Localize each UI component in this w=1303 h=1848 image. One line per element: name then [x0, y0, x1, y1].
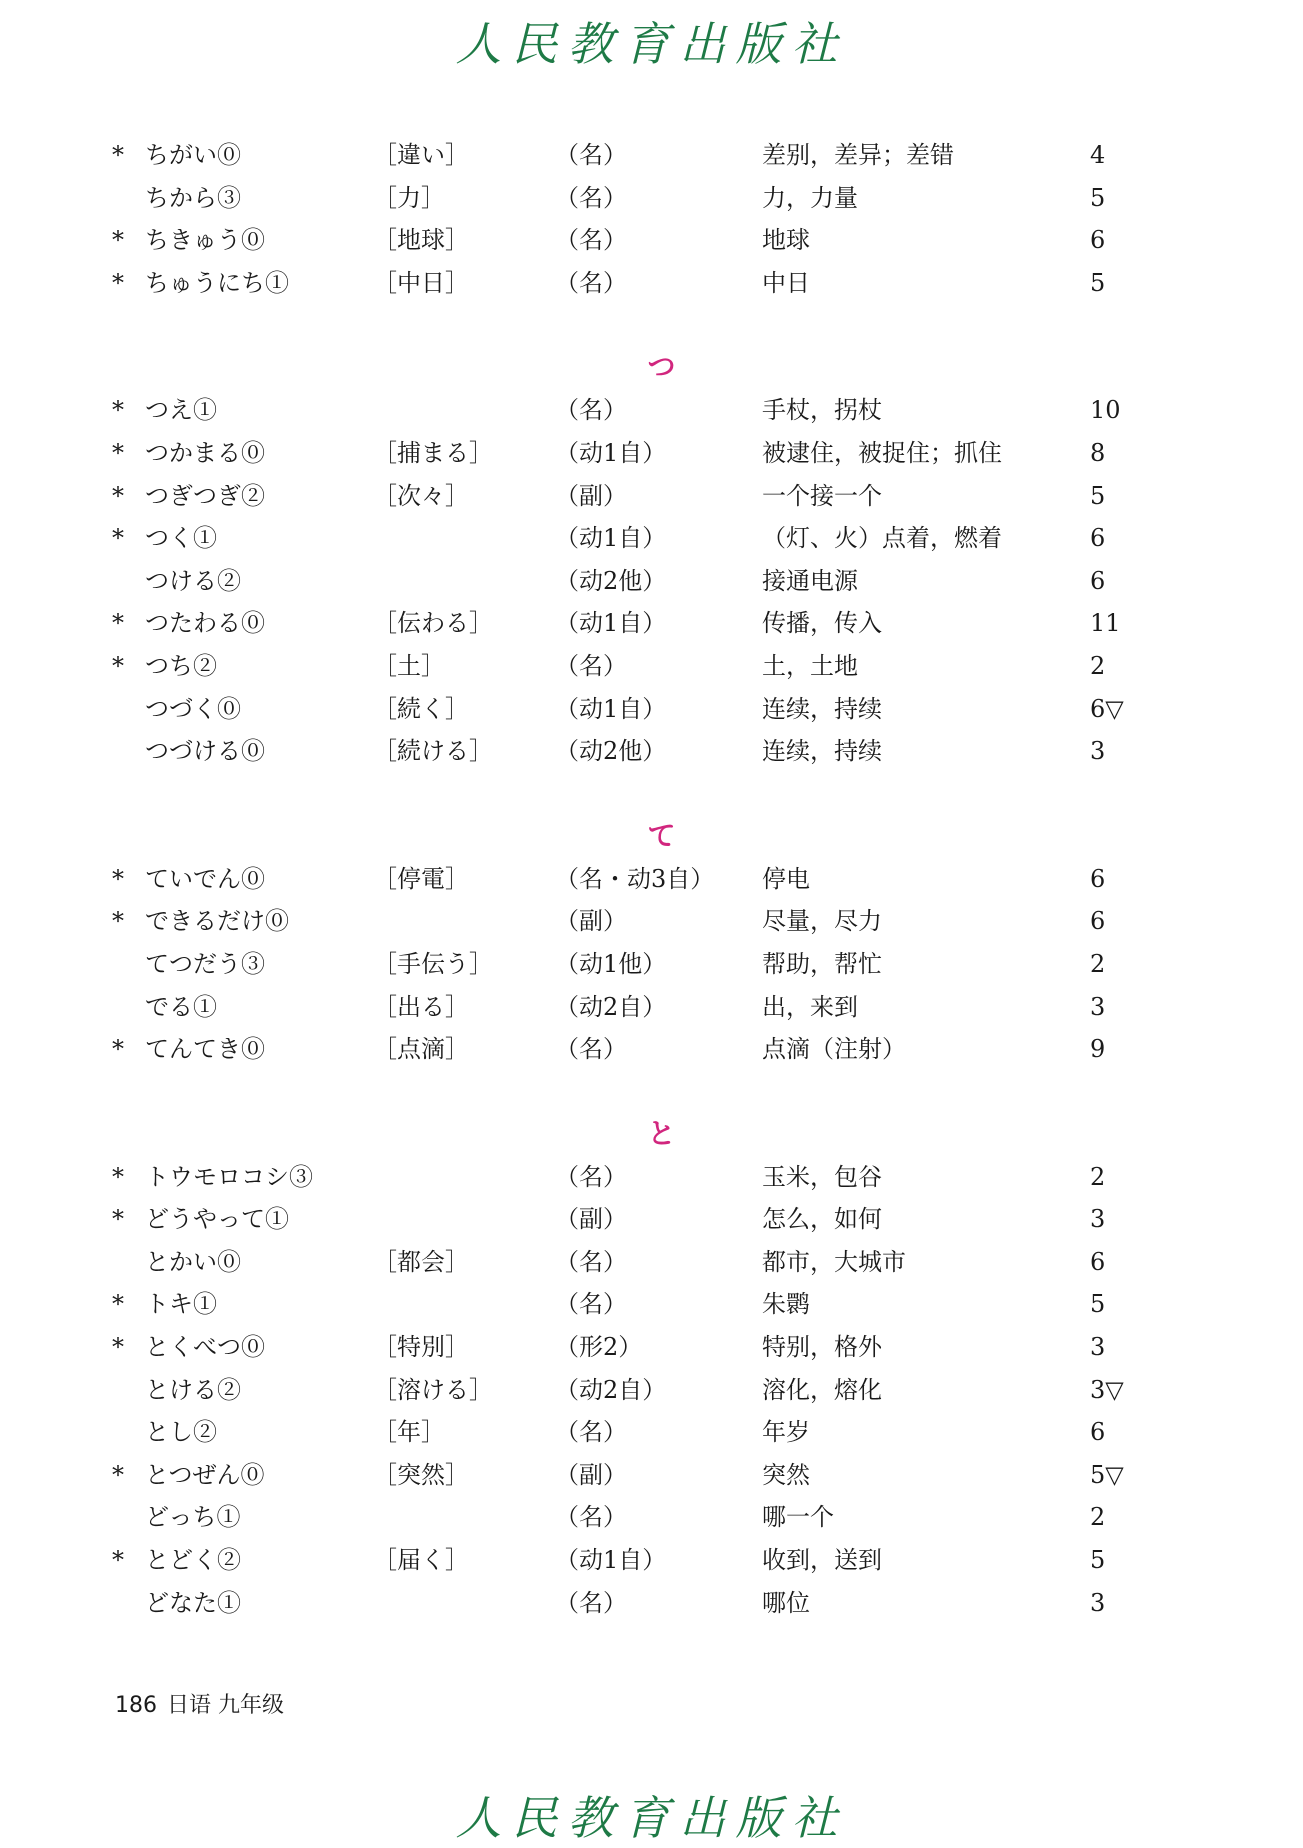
section-header: と [647, 1116, 676, 1150]
entry-meaning: （灯、火）点着，燃着 [762, 524, 1002, 553]
vocab-entry [0, 1241, 1303, 1284]
entry-word: ちきゅう⓪ [145, 226, 265, 255]
entry-star: * [112, 438, 124, 467]
entry-meaning: 溶化，熔化 [762, 1375, 882, 1404]
publisher-logo-bottom: 人民教育出版社 [455, 1791, 848, 1845]
entry-meaning: 怎么，如何 [762, 1205, 882, 1234]
entry-lesson: 6 [1090, 1247, 1106, 1276]
entry-word: とかい⓪ [145, 1247, 241, 1276]
vocab-entry [0, 1283, 1303, 1326]
vocab-entry [0, 177, 1303, 220]
entry-pos: （名） [555, 396, 627, 425]
entry-kanji: ［力］ [373, 183, 445, 212]
entry-star: * [112, 1205, 124, 1234]
entry-star: * [112, 651, 124, 680]
entry-lesson: 9 [1090, 1035, 1106, 1064]
entry-lesson: 5 [1090, 268, 1106, 297]
entry-pos: （副） [555, 907, 627, 936]
section-header: て [647, 818, 676, 852]
entry-kanji: ［伝わる］ [373, 609, 493, 638]
vocab-entry [0, 219, 1303, 262]
entry-word: つかまる⓪ [145, 438, 265, 467]
entry-meaning: 尽量，尽力 [762, 907, 882, 936]
entry-pos: （名・动3自） [555, 864, 715, 893]
entry-meaning: 被逮住，被捉住；抓住 [762, 438, 1002, 467]
entry-kanji: ［地球］ [373, 226, 469, 255]
entry-lesson: 6 [1090, 226, 1106, 255]
vocab-entry [0, 900, 1303, 943]
vocab-entry [0, 645, 1303, 688]
entry-kanji: ［手伝う］ [373, 949, 493, 978]
entry-pos: （动1自） [555, 524, 667, 553]
entry-kanji: ［届く］ [373, 1546, 469, 1575]
entry-kanji: ［続く］ [373, 694, 469, 723]
entry-lesson: 5▽ [1090, 1460, 1124, 1489]
entry-meaning: 传播，传入 [762, 609, 882, 638]
entry-kanji: ［中日］ [373, 268, 469, 297]
entry-star: * [112, 226, 124, 255]
entry-word: とし② [145, 1418, 217, 1447]
section-gap [0, 304, 1303, 345]
vocab-entry [0, 602, 1303, 645]
entry-lesson: 6▽ [1090, 694, 1124, 723]
entry-pos: （副） [555, 1205, 627, 1234]
entry-pos: （动1他） [555, 949, 667, 978]
entry-pos: （动1自） [555, 1546, 667, 1575]
entry-star: * [112, 1162, 124, 1191]
entry-pos: （名） [555, 183, 627, 212]
entry-lesson: 3▽ [1090, 1375, 1124, 1404]
entry-star: * [112, 907, 124, 936]
entry-pos: （动2自） [555, 1375, 667, 1404]
entry-star: * [112, 481, 124, 510]
section-gap [0, 773, 1303, 814]
entry-word: ていでん⓪ [145, 864, 265, 893]
entry-meaning: 一个接一个 [762, 481, 882, 510]
entry-star: * [112, 1035, 124, 1064]
entry-lesson: 8 [1090, 438, 1106, 467]
entry-meaning: 哪一个 [762, 1503, 834, 1532]
entry-lesson: 2 [1090, 949, 1106, 978]
entry-word: とくべつ⓪ [145, 1333, 265, 1362]
entry-lesson: 3 [1090, 1588, 1106, 1617]
entry-word: つち② [145, 651, 217, 680]
entry-lesson: 6 [1090, 524, 1106, 553]
entry-pos: （名） [555, 1503, 627, 1532]
book-title: 日语 九年级 [167, 1693, 284, 1718]
entry-meaning: 手杖，拐杖 [762, 396, 882, 425]
entry-word: つける② [145, 566, 241, 595]
entry-pos: （名） [555, 1290, 627, 1319]
entry-pos: （动1自） [555, 694, 667, 723]
entry-star: * [112, 609, 124, 638]
section-gap [0, 1071, 1303, 1112]
entry-word: ちゅうにち① [145, 268, 289, 297]
entry-meaning: 玉米，包谷 [762, 1162, 882, 1191]
vocab-entry [0, 1198, 1303, 1241]
entry-pos: （名） [555, 268, 627, 297]
entry-meaning: 接通电源 [762, 566, 858, 595]
entry-kanji: ［捕まる］ [373, 438, 493, 467]
entry-kanji: ［続ける］ [373, 737, 493, 766]
entry-pos: （动2他） [555, 566, 667, 595]
entry-lesson: 3 [1090, 1205, 1106, 1234]
entry-meaning: 年岁 [762, 1418, 810, 1447]
vocab-entry [0, 262, 1303, 305]
vocab-entry [0, 560, 1303, 603]
vocab-entry [0, 1326, 1303, 1369]
page-footer [115, 1688, 284, 1719]
section-header: つ [647, 350, 676, 384]
entry-lesson: 6 [1090, 907, 1106, 936]
entry-pos: （名） [555, 1588, 627, 1617]
vocab-entry [0, 1582, 1303, 1625]
entry-word: つく① [145, 524, 217, 553]
entry-word: どなた① [145, 1588, 241, 1617]
vocab-entry [0, 943, 1303, 986]
vocab-entry [0, 1028, 1303, 1071]
entry-lesson: 10 [1090, 396, 1121, 425]
entry-lesson: 6 [1090, 864, 1106, 893]
entry-meaning: 差别，差异；差错 [762, 141, 954, 169]
entry-star: * [112, 141, 124, 169]
entry-meaning: 收到，送到 [762, 1546, 882, 1575]
entry-lesson: 5 [1090, 1290, 1106, 1319]
entry-kanji: ［違い］ [373, 141, 469, 169]
entry-meaning: 停电 [762, 864, 810, 893]
entry-kanji: ［点滴］ [373, 1035, 469, 1064]
entry-meaning: 中日 [762, 268, 810, 297]
entry-kanji: ［土］ [373, 651, 445, 680]
entry-lesson: 3 [1090, 992, 1106, 1021]
entry-word: つぎつぎ② [145, 481, 265, 510]
entry-meaning: 点滴（注射） [762, 1035, 906, 1064]
entry-word: てんてき⓪ [145, 1035, 265, 1064]
entry-word: つたわる⓪ [145, 609, 265, 638]
page-number: 186 [115, 1693, 157, 1718]
entry-lesson: 3 [1090, 1333, 1106, 1362]
entry-word: ちがい⓪ [145, 141, 241, 169]
entry-meaning: 力，力量 [762, 183, 858, 212]
entry-pos: （名） [555, 1162, 627, 1191]
entry-word: どっち① [145, 1503, 241, 1532]
vocab-entry [0, 1454, 1303, 1497]
entry-star: * [112, 524, 124, 553]
entry-word: トウモロコシ③ [145, 1162, 313, 1191]
entry-word: つえ① [145, 396, 217, 425]
vocab-entry [0, 1496, 1303, 1539]
vocab-entry [0, 1369, 1303, 1412]
entry-kanji: ［出る］ [373, 992, 469, 1021]
entry-meaning: 土，土地 [762, 651, 858, 680]
entry-kanji: ［都会］ [373, 1247, 469, 1276]
entry-word: とどく② [145, 1546, 241, 1575]
entry-word: とける② [145, 1375, 241, 1404]
entry-word: てつだう③ [145, 949, 265, 978]
entry-word: つづける⓪ [145, 737, 265, 766]
entry-lesson: 4 [1090, 141, 1106, 169]
vocab-entry [0, 1156, 1303, 1199]
entry-lesson: 2 [1090, 1503, 1106, 1532]
publisher-logo-top: 人民教育出版社 [455, 17, 848, 71]
vocab-entry [0, 432, 1303, 475]
entry-kanji: ［停電］ [373, 864, 469, 893]
vocab-entry [0, 858, 1303, 901]
entry-meaning: 连续，持续 [762, 694, 882, 723]
vocab-entry [0, 1411, 1303, 1454]
entry-meaning: 出，来到 [762, 992, 858, 1021]
entry-star: * [112, 1460, 124, 1489]
entry-kanji: ［年］ [373, 1418, 445, 1447]
vocab-entry [0, 475, 1303, 518]
entry-meaning: 特别，格外 [762, 1333, 882, 1362]
entry-kanji: ［特別］ [373, 1333, 469, 1362]
entry-pos: （形2） [555, 1333, 643, 1362]
vocab-entry [0, 986, 1303, 1029]
entry-star: * [112, 1546, 124, 1575]
entry-meaning: 哪位 [762, 1588, 810, 1617]
entry-pos: （动2他） [555, 737, 667, 766]
entry-pos: （动1自） [555, 609, 667, 638]
entry-kanji: ［突然］ [373, 1460, 469, 1489]
entry-lesson: 3 [1090, 737, 1106, 766]
entry-meaning: 连续，持续 [762, 737, 882, 766]
entry-word: とつぜん⓪ [145, 1460, 265, 1489]
entry-pos: （名） [555, 1247, 627, 1276]
vocab-entry [0, 389, 1303, 432]
entry-pos: （动1自） [555, 438, 667, 467]
entry-lesson: 5 [1090, 481, 1106, 510]
entry-pos: （副） [555, 481, 627, 510]
entry-lesson: 6 [1090, 1418, 1106, 1447]
entry-pos: （动2自） [555, 992, 667, 1021]
entry-star: * [112, 1333, 124, 1362]
entry-pos: （副） [555, 1460, 627, 1489]
vocabulary-list [0, 134, 1303, 1624]
entry-pos: （名） [555, 1418, 627, 1447]
entry-word: ちから③ [145, 183, 241, 212]
entry-star: * [112, 864, 124, 893]
entry-lesson: 2 [1090, 1162, 1106, 1191]
entry-pos: （名） [555, 226, 627, 255]
entry-pos: （名） [555, 1035, 627, 1064]
entry-kanji: ［溶ける］ [373, 1375, 493, 1404]
entry-star: * [112, 396, 124, 425]
entry-lesson: 11 [1090, 609, 1121, 638]
vocab-entry [0, 134, 1303, 177]
entry-kanji: ［次々］ [373, 481, 469, 510]
entry-meaning: 地球 [762, 226, 810, 255]
entry-star: * [112, 1290, 124, 1319]
vocab-entry [0, 517, 1303, 560]
entry-star: * [112, 268, 124, 297]
vocab-entry [0, 688, 1303, 731]
vocab-entry [0, 1539, 1303, 1582]
entry-lesson: 5 [1090, 183, 1106, 212]
entry-word: つづく⓪ [145, 694, 241, 723]
entry-pos: （名） [555, 651, 627, 680]
entry-lesson: 6 [1090, 566, 1106, 595]
entry-lesson: 2 [1090, 651, 1106, 680]
entry-word: トキ① [145, 1290, 217, 1319]
entry-word: できるだけ⓪ [145, 907, 289, 936]
entry-word: でる① [145, 992, 217, 1021]
entry-meaning: 朱鹮 [762, 1290, 810, 1319]
entry-meaning: 都市，大城市 [762, 1247, 906, 1276]
entry-meaning: 突然 [762, 1460, 810, 1489]
entry-pos: （名） [555, 141, 627, 169]
vocab-entry [0, 730, 1303, 773]
entry-meaning: 帮助，帮忙 [762, 949, 882, 978]
entry-lesson: 5 [1090, 1546, 1106, 1575]
entry-word: どうやって① [145, 1205, 289, 1234]
